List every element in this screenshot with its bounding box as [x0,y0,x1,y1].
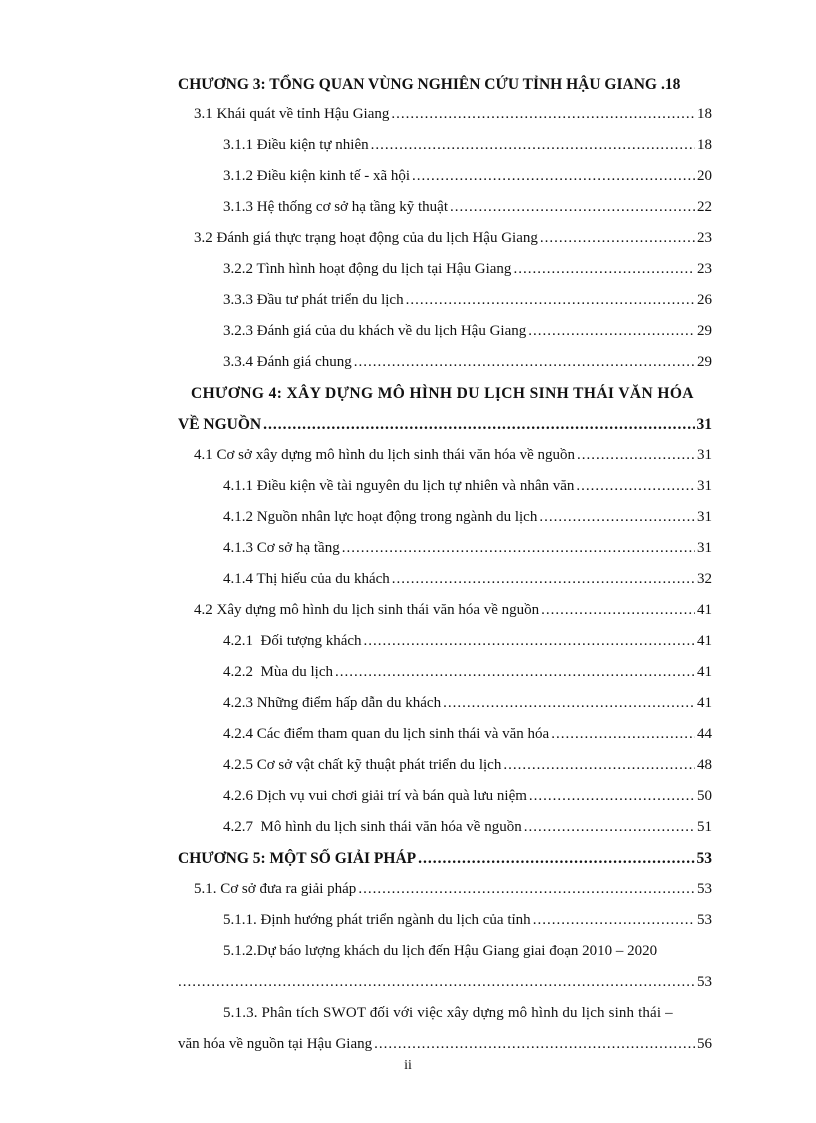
toc-entry-title: 4.1.1 Điều kiện về tài nguyên du lịch tự nhiên và nhân văn [223,478,575,494]
toc-entry-title: VỀ NGUỒN [178,416,262,433]
toc-entry-5-1-2-line1[interactable]: 5.1.2.Dự báo lượng khách du lịch đến Hậu Giang giai đoạn 2010 – 2020 [223,943,658,959]
toc-entry-title: 3.1 Khái quát về tỉnh Hậu Giang [194,106,390,122]
toc-entry-title: CHƯƠNG 3: TỔNG QUAN VÙNG NGHIÊN CỨU TỈNH HẬU GIANG [178,76,657,93]
toc-entry-page: 18 [697,106,712,122]
toc-entry-title: 5.1.1. Định hướng phát triển ngành du lịch của tỉnh [223,912,531,928]
toc-entry-4-1-3[interactable] [223,540,712,557]
toc-entry-page: 31 [697,478,712,494]
toc-chapter-5[interactable] [178,850,712,868]
toc-entry-title: 4.2.3 Những điểm hấp dẫn du khách [223,695,442,711]
toc-entry-title: 4.1.2 Nguồn nhân lực hoạt động trong ngành du lịch [223,509,538,525]
toc-entry-page: 22 [697,199,712,215]
toc-entry-page: 20 [697,168,712,184]
toc-entry-title: 5.1. Cơ sở đưa ra giải pháp [194,881,357,897]
toc-entry-4-2-2[interactable] [223,664,712,681]
toc-entry-title: văn hóa về nguồn tại Hậu Giang [178,1036,373,1052]
toc-entry-page: 41 [697,633,712,649]
toc-entry-page: 31 [697,540,712,556]
toc-entry-4-2-1[interactable] [223,633,712,650]
toc-entry-4-1-1[interactable] [223,478,712,495]
toc-entry-title: 3.2 Đánh giá thực trạng hoạt động của du lịch Hậu Giang [194,230,538,246]
toc-entry-page: 29 [697,323,712,339]
toc-entry-title: 4.1 Cơ sở xây dựng mô hình du lịch sinh thái văn hóa về nguồn [194,447,576,463]
toc-entry-title: 4.1.4 Thị hiếu của du khách [223,571,390,587]
toc-entry-page: 31 [696,416,712,433]
toc-entry-3-1-3[interactable] [223,199,712,216]
page-number: ii [404,1058,412,1073]
toc-entry-3-2-3[interactable] [223,323,712,340]
toc-entry-page: 53 [697,974,712,990]
toc-entry-title: 3.1.1 Điều kiện tự nhiên [223,137,369,153]
toc-entry-3-2-2[interactable] [223,261,712,278]
toc-entry-4-2-3[interactable] [223,695,712,712]
toc-entry-page: 23 [697,261,712,277]
toc-entry-3-2[interactable] [194,230,712,247]
toc-entry-page: 18 [664,76,681,93]
toc-entry-3-3-4[interactable] [223,354,712,371]
toc-entry-page: 53 [697,912,712,928]
toc-entry-page: 31 [697,509,712,525]
toc-entry-title: 4.2.1 Đối tượng khách [223,633,362,649]
toc-entry-3-3-3[interactable] [223,292,712,309]
toc-entry-page: 41 [697,664,712,680]
toc-entry-page: 41 [697,602,712,618]
toc-entry-page-prefix: . [660,76,665,93]
toc-entry-page: 48 [697,757,712,773]
toc-entry-4-2-7[interactable] [223,819,712,836]
toc-entry-page: 31 [697,447,712,463]
toc-entry-4-2-4[interactable] [223,726,712,743]
toc-entry-title: 4.2.5 Cơ sở vật chất kỹ thuật phát triển du lịch [223,757,502,773]
toc-entry-page: 26 [697,292,712,308]
toc-entry-title: 3.2.2 Tình hình hoạt động du lịch tại Hậu Giang [223,261,512,277]
toc-entry-page: 18 [697,137,712,153]
toc-entry-page: 56 [697,1036,712,1052]
toc-entry-title: 4.2.2 Mùa du lịch [223,664,333,680]
toc-entry-4-2-6[interactable] [223,788,712,805]
toc-entry-page: 29 [697,354,712,370]
toc-entry-title: 4.1.3 Cơ sở hạ tầng [223,540,340,556]
toc-entry-page: 44 [697,726,712,742]
toc-entry-5-1-3-line1[interactable]: 5.1.3. Phân tích SWOT đối với việc xây dựng mô hình du lịch sinh thái – [223,1005,673,1021]
toc-entry-title: 4.2 Xây dựng mô hình du lịch sinh thái văn hóa về nguồn [194,602,540,618]
toc-entry-page: 50 [697,788,712,804]
toc-entry-3-1-2[interactable] [223,168,712,185]
toc-entry-page: 23 [697,230,712,246]
toc-entry-4-1[interactable] [194,447,712,464]
toc-entry-3-1[interactable] [194,106,712,123]
toc-entry-page: 53 [696,850,712,867]
toc-entry-title: CHƯƠNG 5: MỘT SỐ GIẢI PHÁP [178,850,417,867]
toc-entry-5-1[interactable] [194,881,712,898]
toc-entry-4-1-4[interactable] [223,571,712,588]
toc-entry-title: 4.2.6 Dịch vụ vui chơi giải trí và bán quà lưu niệm [223,788,527,804]
toc-entry-title: 3.2.3 Đánh giá của du khách về du lịch Hậu Giang [223,323,527,339]
toc-entry-5-1-2-line2[interactable] [178,974,712,991]
toc-chapter-3[interactable] [178,76,716,94]
toc-entry-page: 51 [697,819,712,835]
toc-entry-page: 53 [697,881,712,897]
toc-entry-title: 3.1.3 Hệ thống cơ sở hạ tầng kỹ thuật [223,199,448,215]
toc-entry-title: 3.1.2 Điều kiện kinh tế - xã hội [223,168,411,184]
toc-entry-3-1-1[interactable] [223,137,712,154]
toc-chapter-4-line2[interactable] [178,416,712,434]
toc-entry-page: 41 [697,695,712,711]
toc-chapter-4-line1[interactable]: CHƯƠNG 4: XÂY DỰNG MÔ HÌNH DU LỊCH SINH THÁI VĂN HÓA [191,385,694,402]
toc-entry-4-1-2[interactable] [223,509,712,526]
toc-entry-5-1-1[interactable] [223,912,712,929]
toc-entry-title: 4.2.4 Các điểm tham quan du lịch sinh thái và văn hóa [223,726,550,742]
toc-entry-title: 4.2.7 Mô hình du lịch sinh thái văn hóa về nguồn [223,819,522,835]
toc-entry-page: 32 [697,571,712,587]
toc-entry-title: 3.3.4 Đánh giá chung [223,354,352,370]
toc-entry-title: 3.3.3 Đầu tư phát triển du lịch [223,292,404,308]
toc-entry-4-2[interactable] [194,602,712,619]
toc-entry-5-1-3-line2[interactable] [178,1036,712,1053]
toc-entry-4-2-5[interactable] [223,757,712,774]
